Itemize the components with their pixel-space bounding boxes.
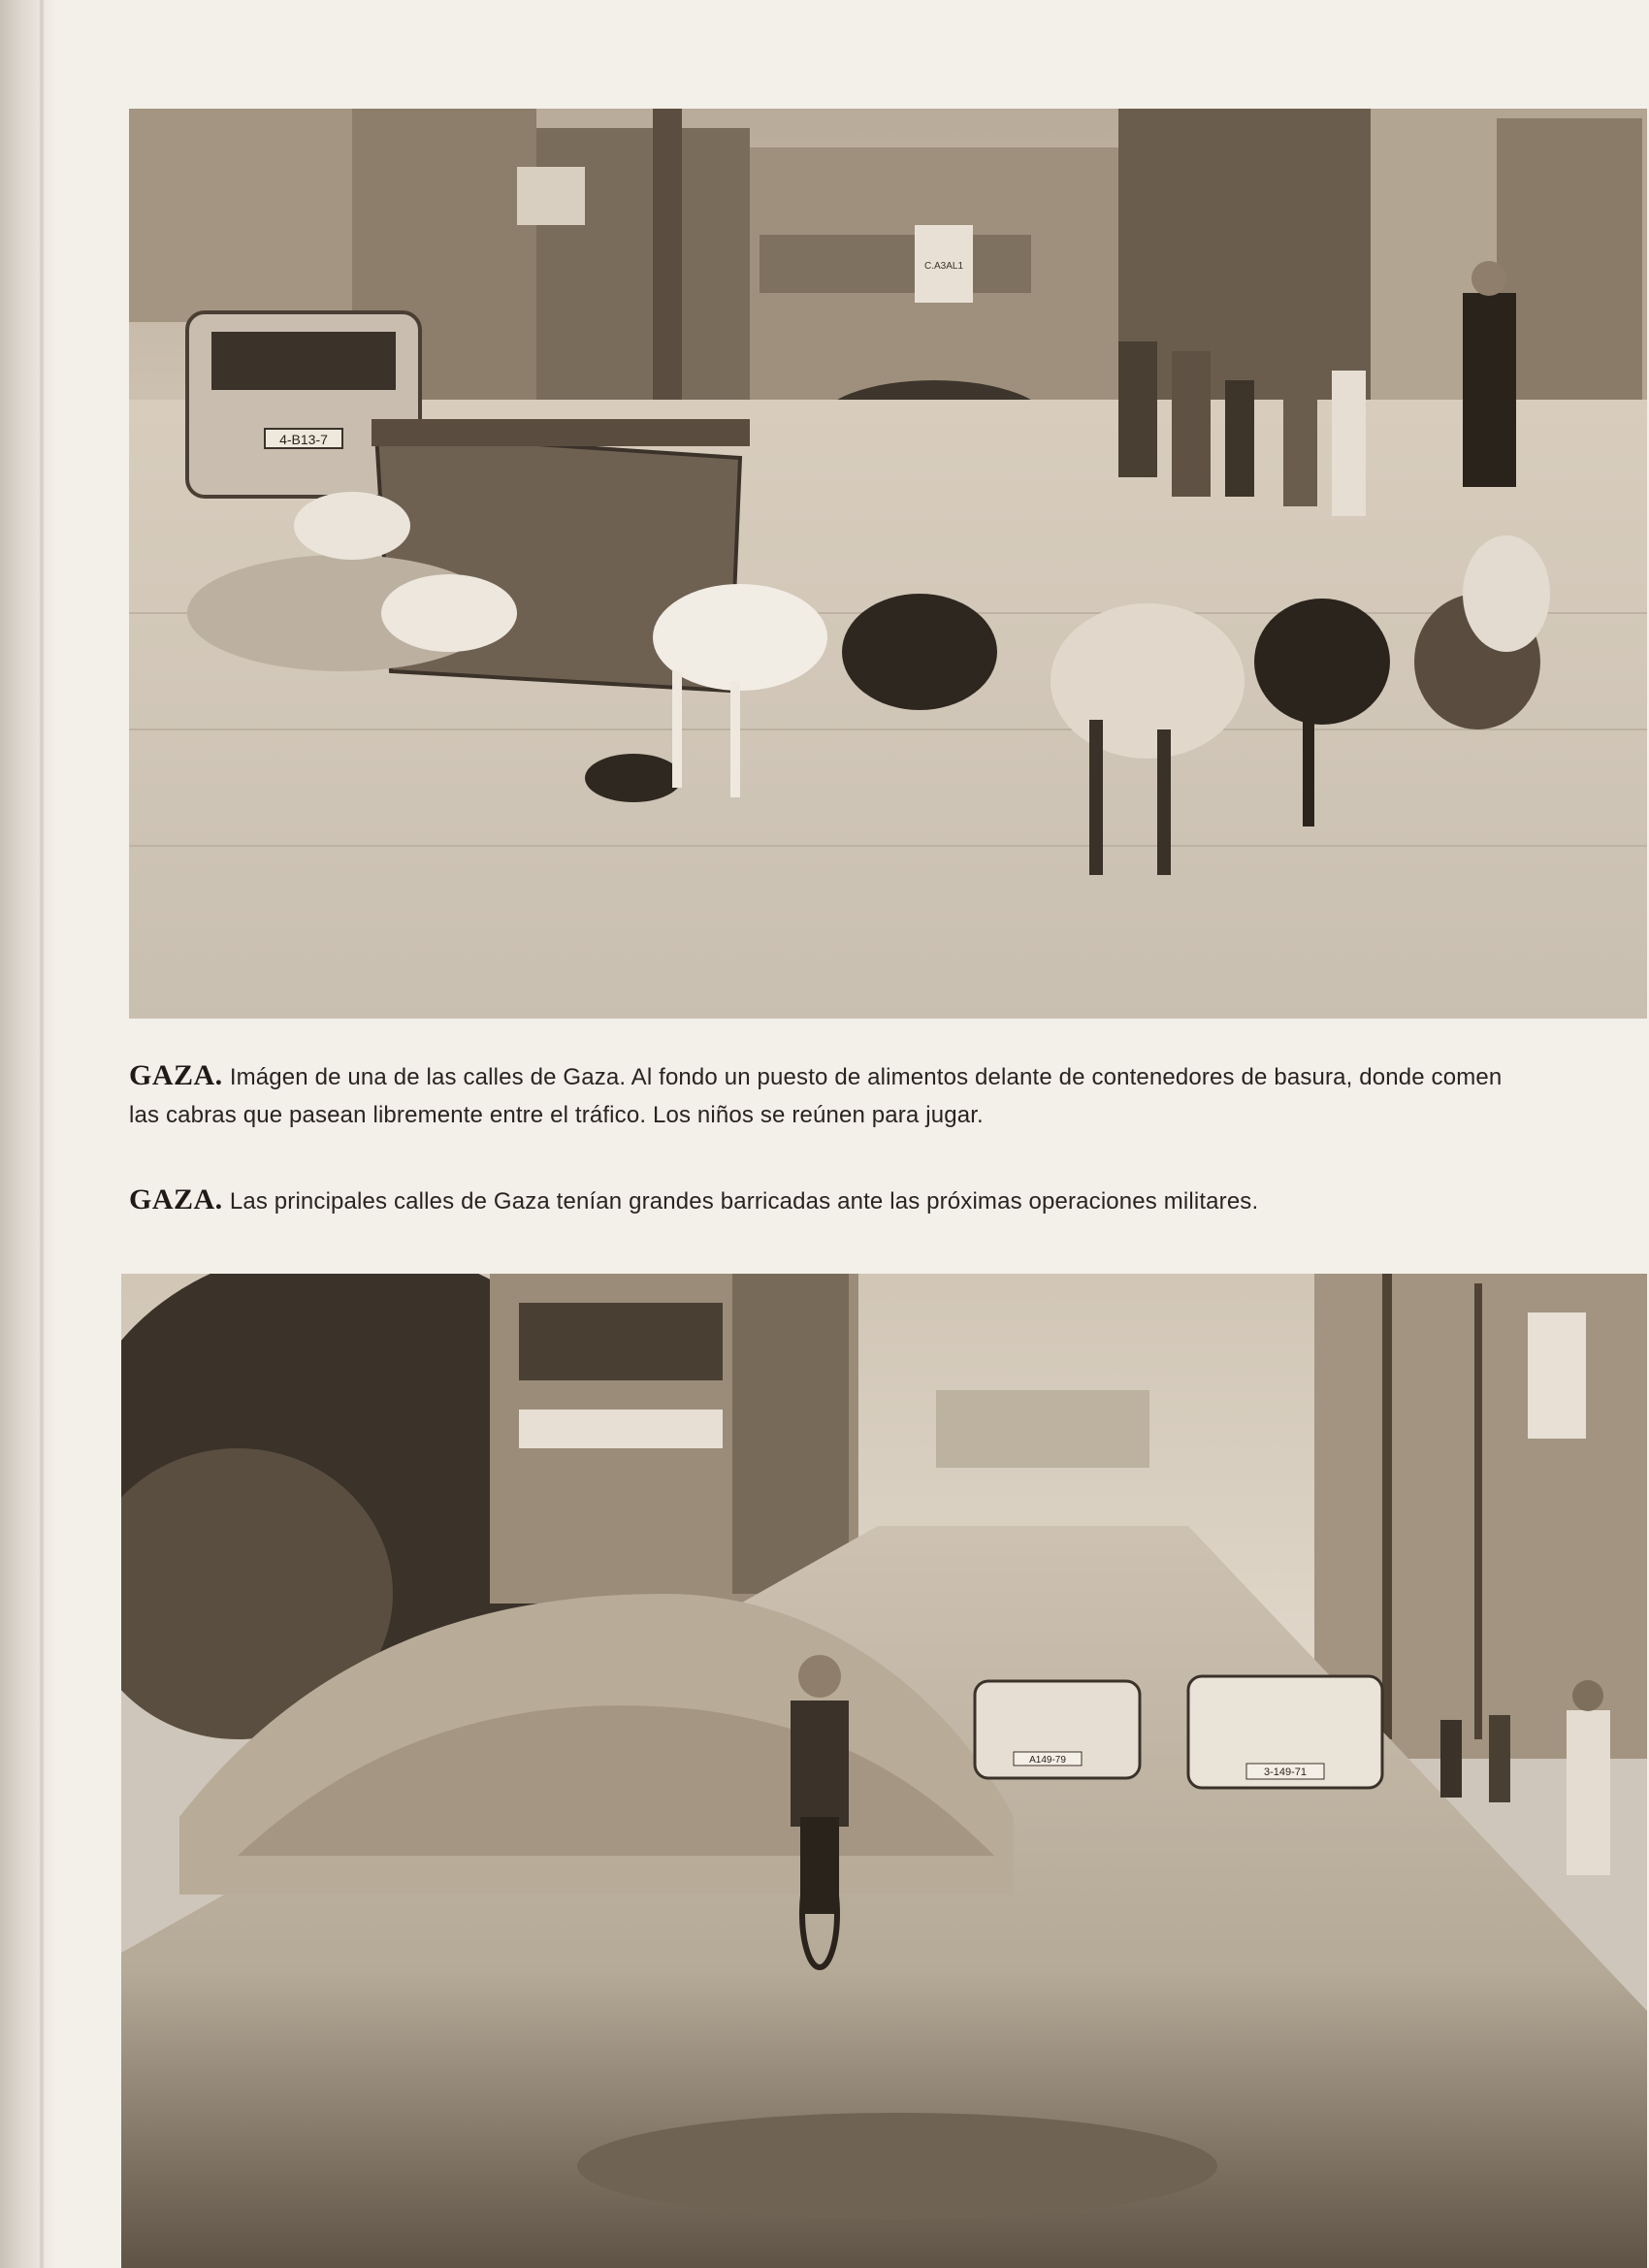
caption-barricades	[129, 1182, 1526, 1220]
caption-barricades-lead: GAZA.	[129, 1183, 223, 1215]
photo-street-barricade	[121, 1274, 1647, 2268]
photo-street-barricade-image	[121, 1274, 1647, 2268]
photo-street-goats-image	[129, 109, 1647, 1019]
photo-street-goats	[129, 109, 1647, 1019]
top-shop-sign: C.A3AL1	[923, 261, 964, 272]
caption-goats-lead: GAZA.	[129, 1059, 223, 1091]
page-gutter-shadow	[0, 0, 58, 2268]
top-car-plate: 4-B13-7	[279, 432, 328, 447]
book-spine	[39, 0, 45, 2268]
caption-goats-text: Imágen de una de las calles de Gaza. Al fondo un puesto de alimentos delante de contenedores de basura, donde comen las cabras que pasean libremente entre el tráfico. Los niños se reúnen para jugar.	[129, 1064, 1503, 1128]
bottom-car-plate-right: 3-149-71	[1263, 1766, 1308, 1778]
bottom-car-plate-left: A149-79	[1029, 1755, 1066, 1766]
caption-goats	[129, 1057, 1526, 1134]
caption-barricades-text: Las principales calles de Gaza tenían grandes barricadas ante las próximas operaciones militares.	[229, 1188, 1259, 1215]
